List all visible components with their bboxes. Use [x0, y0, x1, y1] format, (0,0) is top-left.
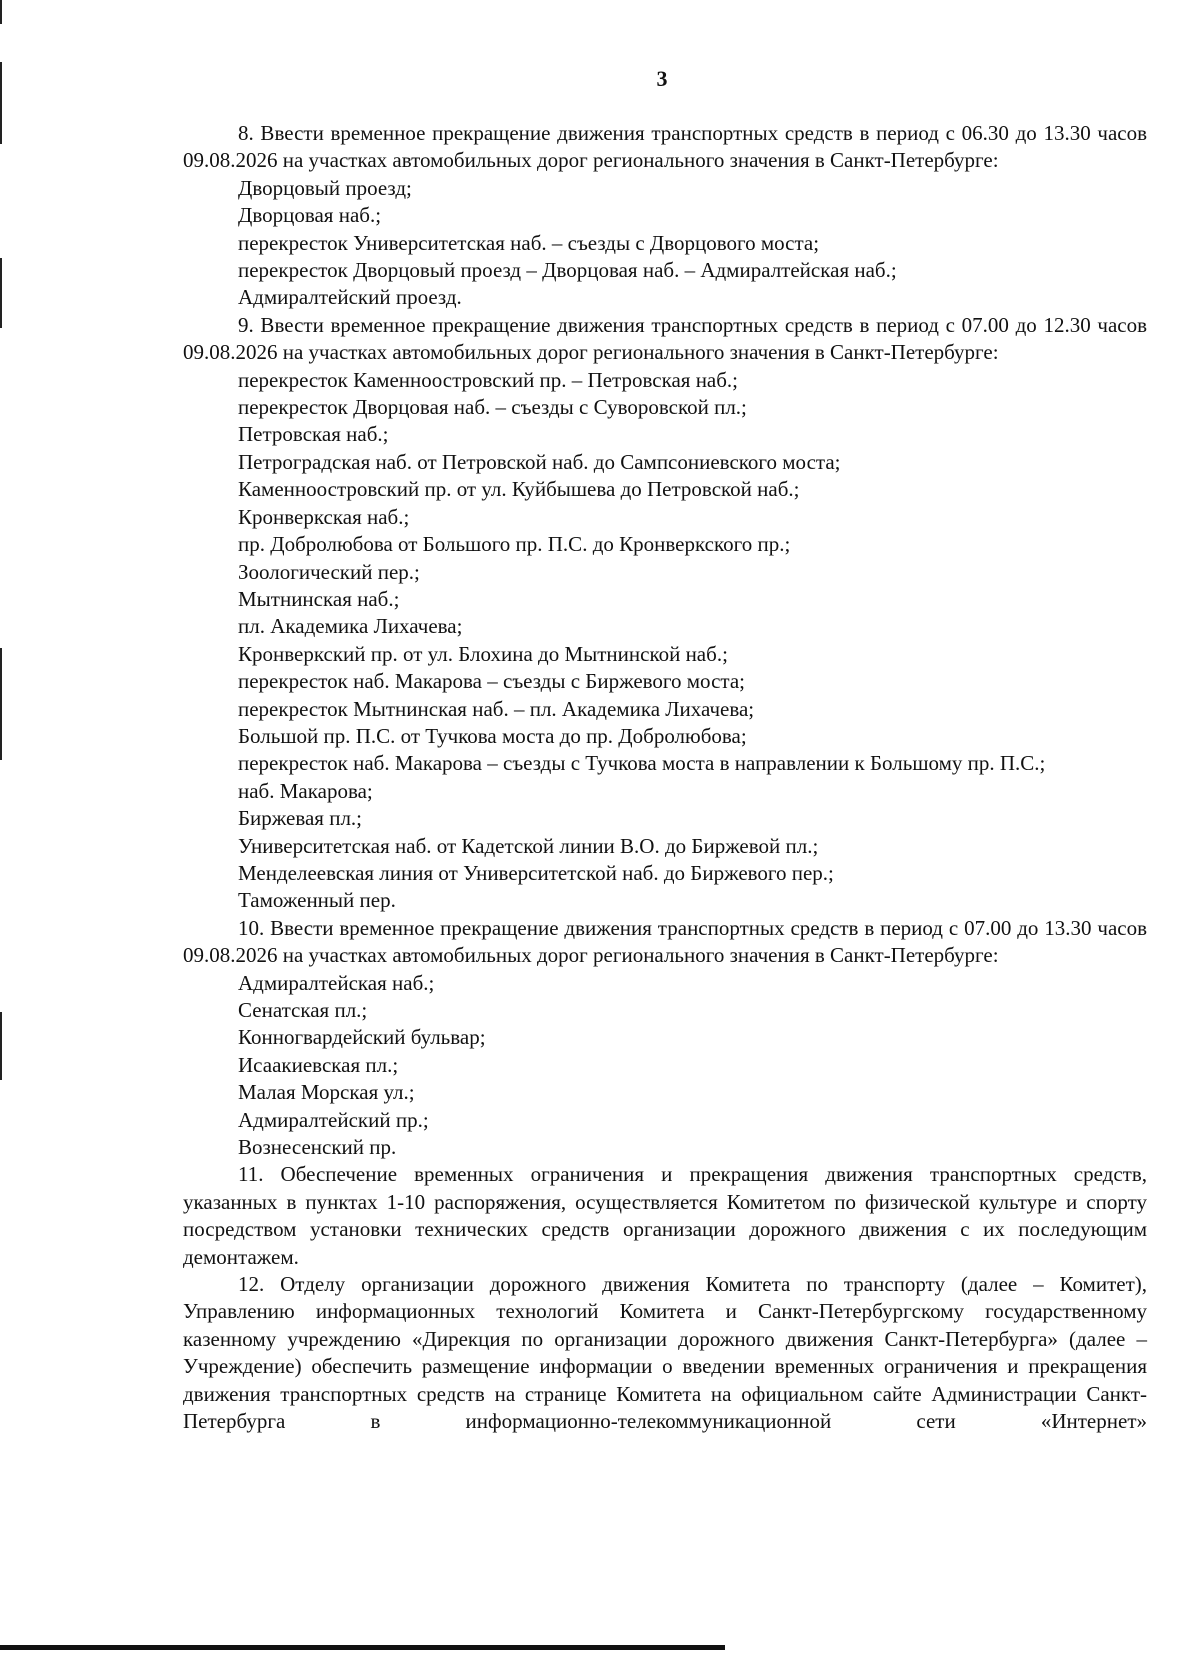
- list-item: Исаакиевская пл.;: [238, 1052, 399, 1077]
- list-item: пл. Академика Лихачева;: [238, 614, 463, 639]
- list-item: Конногвардейский бульвар;: [238, 1025, 486, 1050]
- list-item: перекресток Дворцовая наб. – съезды с Суворовской пл.;: [238, 395, 747, 420]
- paragraph-10: 10. Ввести временное прекращение движения транспортных средств в период с 07.00 до 13.30 часов 09.08.2026 на участках автомобильных дорог регионального значения в Санкт-Петербурге:: [183, 915, 1147, 968]
- list-item: Малая Морская ул.;: [238, 1080, 415, 1105]
- list-item: Большой пр. П.С. от Тучкова моста до пр. Добролюбова;: [238, 723, 747, 748]
- list-item: Мытнинская наб.;: [238, 586, 400, 611]
- list-item: Петровская наб.;: [238, 422, 389, 447]
- list-item: пр. Добролюбова от Большого пр. П.С. до Кронверкского пр.;: [238, 532, 791, 557]
- document-body: [183, 120, 1147, 1436]
- list-item: перекресток Дворцовый проезд – Дворцовая наб. – Адмиралтейская наб.;: [238, 258, 897, 283]
- section-8-list: [183, 175, 1147, 312]
- paragraph-11: 11. Обеспечение временных ограничения и прекращения движения транспортных средств, указанных в пунктах 1-10 распоряжения, осуществляется Комитетом по физической культуре и спорту посредством установки технических средств организации дорожного движения с их последующим демонтажем.: [183, 1162, 1147, 1269]
- footer-rule: [0, 1645, 725, 1650]
- list-item: Вознесенский пр.: [238, 1135, 397, 1160]
- list-item: Биржевая пл.;: [238, 806, 363, 831]
- list-item: Каменноостровский пр. от ул. Куйбышева до Петровской наб.;: [238, 477, 800, 502]
- list-item: Адмиралтейская наб.;: [238, 970, 435, 995]
- list-item: Кронверкский пр. от ул. Блохина до Мытнинской наб.;: [238, 641, 728, 666]
- section-10-list: [183, 970, 1147, 1162]
- page-number: 3: [656, 66, 668, 91]
- list-item: Петроградская наб. от Петровской наб. до Сампсониевского моста;: [238, 449, 841, 474]
- paragraph-12: 12. Отделу организации дорожного движения Комитета по транспорту (далее – Комитет), Управлению информационных технологий Комитета и Санкт-Петербургскому государственному казенному учреждению «Дирекция по организации дорожного движения Санкт-Петербурга» (далее – Учреждение) обеспечить размещение информации о введении временных ограничения и прекращения движения транспортных средств на странице Комитета на официальном сайте Администрации Санкт-Петербурга в информационно-телекоммуникационной сети «Интернет»: [183, 1272, 1147, 1434]
- list-item: Дворцовый проезд;: [238, 175, 412, 200]
- scan-edge-mark: [0, 258, 2, 328]
- list-item: Зоологический пер.;: [238, 559, 420, 584]
- list-item: Дворцовая наб.;: [238, 203, 382, 228]
- paragraph-8: 8. Ввести временное прекращение движения транспортных средств в период с 06.30 до 13.30 часов 09.08.2026 на участках автомобильных дорог регионального значения в Санкт-Петербурге:: [183, 121, 1147, 173]
- list-item: Кронверкская наб.;: [238, 504, 410, 529]
- scan-edge-mark: [0, 648, 2, 760]
- list-item: перекресток Мытнинская наб. – пл. Академика Лихачева;: [238, 696, 755, 721]
- list-item: наб. Макарова;: [238, 778, 373, 803]
- list-item: Университетская наб. от Кадетской линии В.О. до Биржевой пл.;: [238, 833, 819, 858]
- paragraph-9: 9. Ввести временное прекращение движения транспортных средств в период с 07.00 до 12.30 часов 09.08.2026 на участках автомобильных дорог регионального значения в Санкт-Петербурге:: [183, 312, 1147, 365]
- list-item: перекресток наб. Макарова – съезды с Тучкова моста в направлении к Большому пр. П.С.;: [238, 751, 1046, 776]
- section-9-list: [183, 367, 1147, 915]
- list-item: Сенатская пл.;: [238, 998, 368, 1022]
- list-item: перекресток Университетская наб. – съезды с Дворцового моста;: [238, 230, 820, 255]
- list-item: Адмиралтейский пр.;: [238, 1107, 429, 1132]
- list-item: перекресток наб. Макарова – съезды с Биржевого моста;: [238, 669, 745, 694]
- scan-edge-mark: [0, 1012, 2, 1080]
- list-item: Таможенный пер.: [238, 888, 396, 913]
- scan-edge-mark: [0, 0, 2, 24]
- list-item: Адмиралтейский проезд.: [238, 285, 462, 310]
- list-item: Менделеевская линия от Университетской наб. до Биржевого пер.;: [238, 860, 834, 885]
- list-item: перекресток Каменноостровский пр. – Петровская наб.;: [238, 367, 739, 392]
